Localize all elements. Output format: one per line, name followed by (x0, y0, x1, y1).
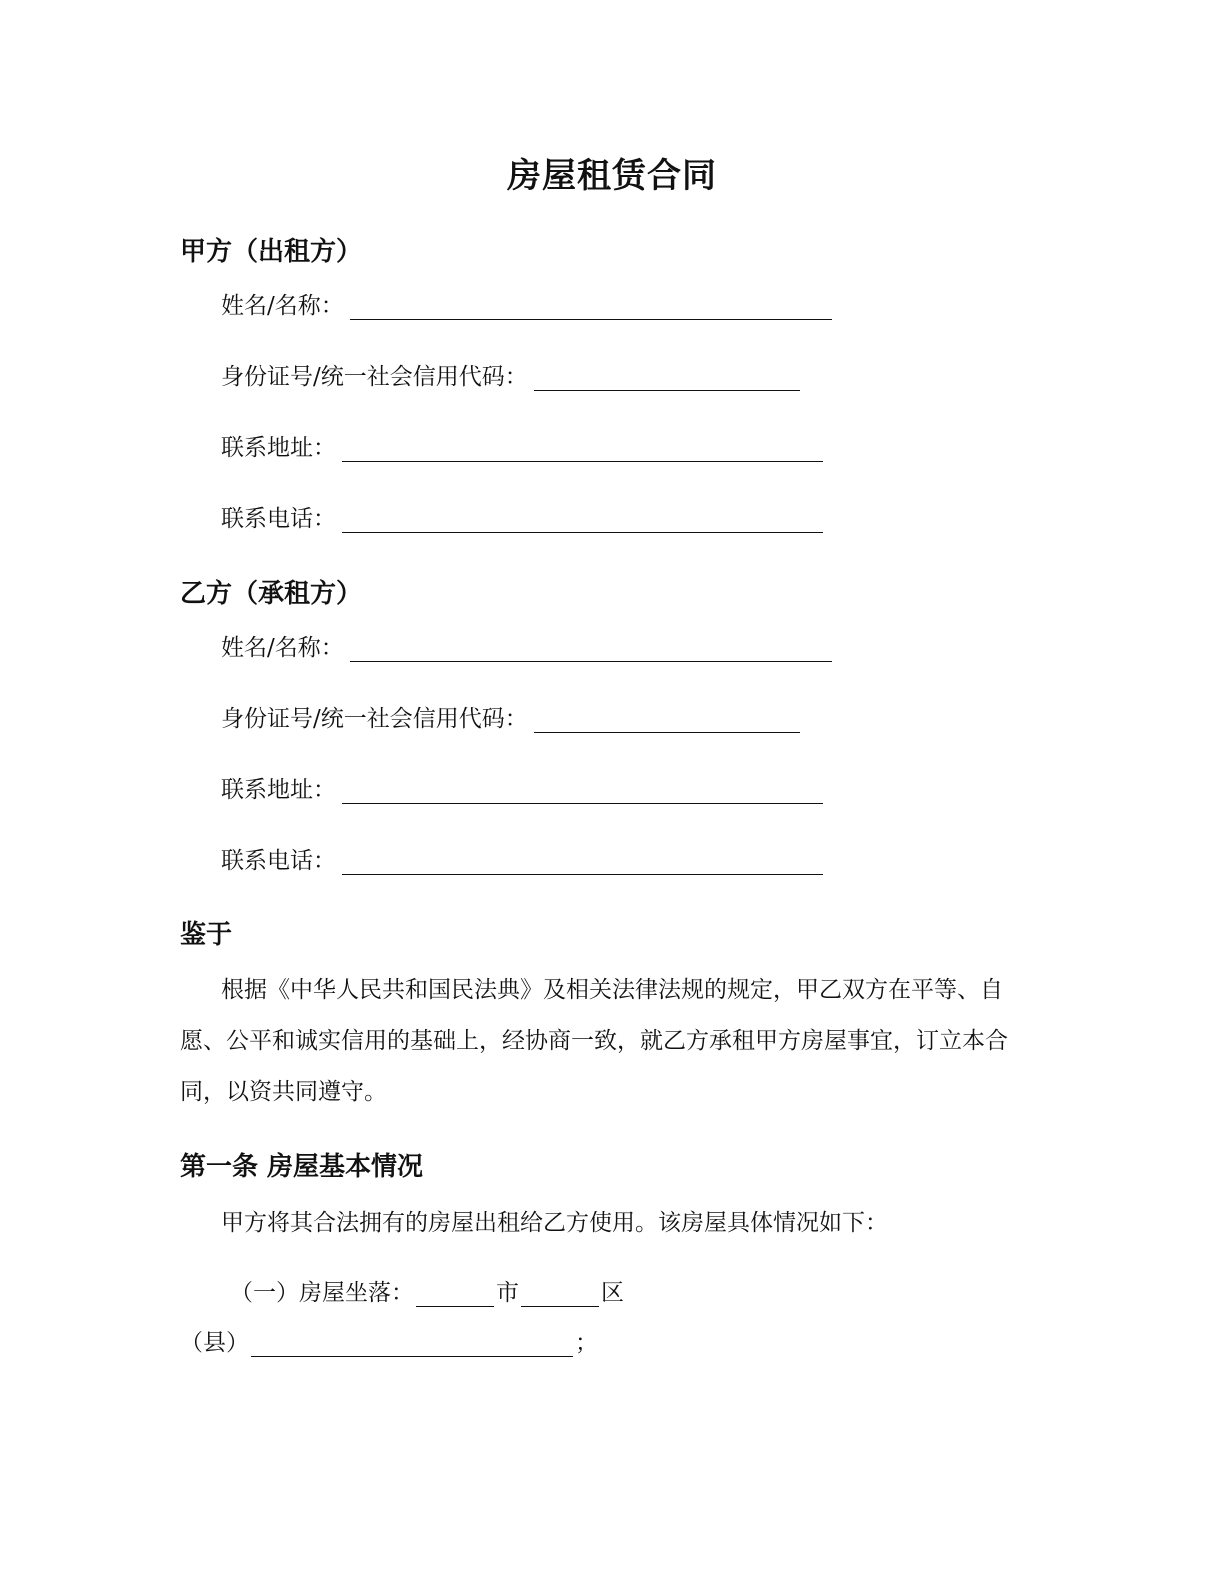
party-a-name-label: 姓名/名称： (221, 293, 344, 319)
party-a-id-blank[interactable] (534, 368, 800, 391)
party-a-id-label: 身份证号/统一社会信用代码： (221, 364, 528, 390)
party-b-address-blank[interactable] (342, 781, 823, 804)
party-b-phone-field (221, 842, 823, 875)
party-a-address-label: 联系地址： (221, 435, 336, 461)
party-a-name-blank[interactable] (350, 297, 832, 320)
document-title: 房屋租赁合同 (507, 156, 717, 196)
article-1-intro: 甲方将其合法拥有的房屋出租给乙方使用。该房屋具体情况如下： (221, 1210, 888, 1236)
party-b-id-label: 身份证号/统一社会信用代码： (221, 706, 528, 732)
party-a-phone-label: 联系电话： (221, 506, 336, 532)
county-field (180, 1324, 598, 1357)
district-blank[interactable] (521, 1284, 599, 1307)
party-b-name-label: 姓名/名称： (221, 635, 344, 661)
city-blank[interactable] (416, 1284, 494, 1307)
semicolon: ； (575, 1330, 598, 1356)
whereas-paragraph-line: 同，以资共同遵守。 (180, 1079, 387, 1105)
party-b-phone-label: 联系电话： (221, 848, 336, 874)
whereas-paragraph-line: 根据《中华人民共和国民法典》及相关法律法规的规定，甲乙双方在平等、自 (221, 977, 1003, 1003)
party-a-phone-field (221, 500, 823, 533)
whereas-paragraph-line: 愿、公平和诚实信用的基础上，经协商一致，就乙方承租甲方房屋事宜，订立本合 (180, 1028, 1008, 1054)
party-b-id-blank[interactable] (534, 710, 800, 733)
article-1-heading: 第一条 房屋基本情况 (180, 1152, 424, 1182)
city-label: 市 (496, 1280, 519, 1306)
property-location-label: （一）房屋坐落： (230, 1280, 414, 1306)
party-a-phone-blank[interactable] (342, 510, 823, 533)
party-b-name-field (221, 629, 832, 662)
party-b-phone-blank[interactable] (342, 852, 823, 875)
party-a-id-field (221, 358, 800, 391)
party-a-heading: 甲方（出租方） (180, 237, 363, 267)
party-b-address-label: 联系地址： (221, 777, 336, 803)
party-a-address-blank[interactable] (342, 439, 823, 462)
party-a-name-field (221, 287, 832, 320)
district-label: 区 (601, 1280, 624, 1306)
party-a-address-field (221, 429, 823, 462)
property-location-field (230, 1274, 624, 1307)
whereas-heading: 鉴于 (180, 920, 233, 950)
county-label: （县） (180, 1330, 249, 1356)
party-b-name-blank[interactable] (350, 639, 832, 662)
party-b-heading: 乙方（承租方） (180, 579, 363, 609)
party-b-id-field (221, 700, 800, 733)
county-address-blank[interactable] (251, 1334, 573, 1357)
party-b-address-field (221, 771, 823, 804)
